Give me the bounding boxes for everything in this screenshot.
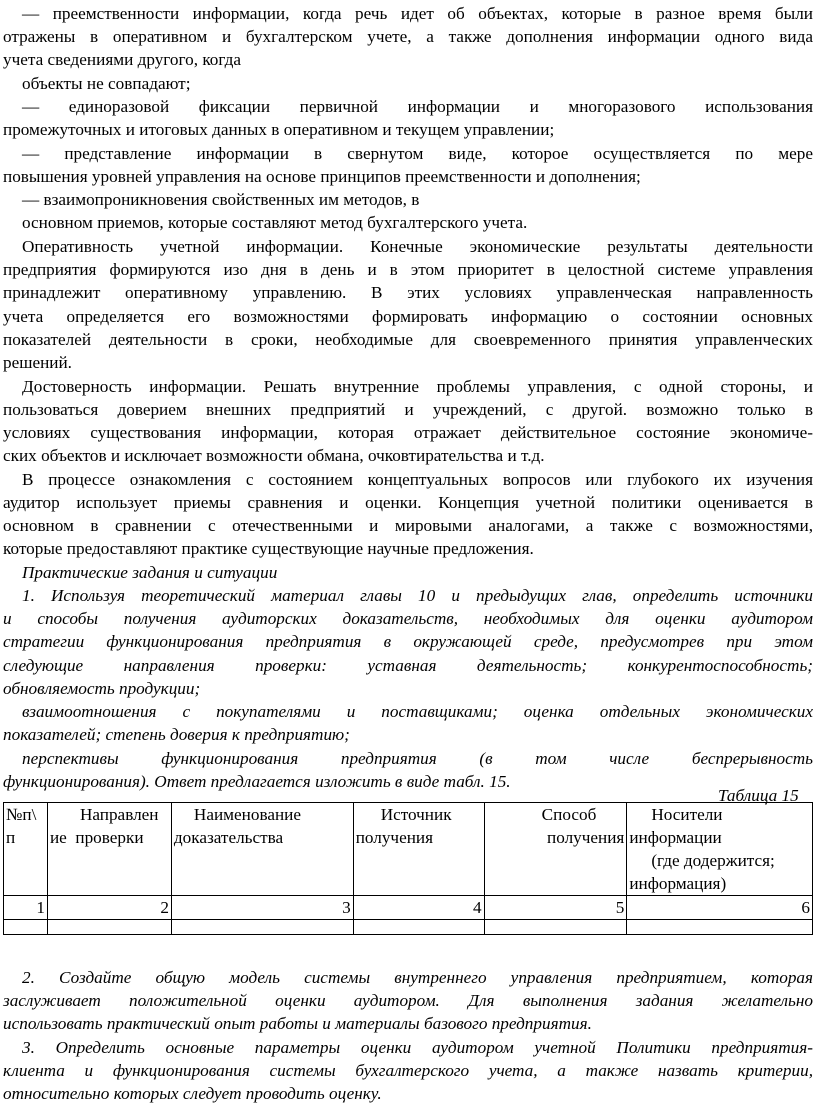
table-cell bbox=[47, 920, 171, 935]
table-cell bbox=[484, 920, 627, 935]
body-text-line: повышения уровней управления на основе принципов преемственности и дополнения; bbox=[3, 167, 641, 186]
task-text-line: использовать практический опыт работы и материалы базового предприятия. bbox=[3, 1014, 592, 1033]
table-number-row bbox=[4, 896, 813, 920]
task-text-line: функционирования). Ответ предлагается изложить в виде табл. 15. bbox=[3, 772, 511, 791]
task-text-line: следующие направления проверки: уставная деятельность; конкурентоспособность; bbox=[3, 656, 813, 675]
task-text-line: перспективы функционирования предприятия (в том числе беспрерывность bbox=[22, 749, 813, 768]
body-text-line: основном в сравнении с отечественными и мировыми аналогами, а также с возможностями, bbox=[3, 516, 813, 535]
body-text-line: учета определяется его возможностями формировать информацию о состоянии основных bbox=[3, 307, 813, 326]
body-text-line: — представление информации в свернутом виде, которое осуществляется по мере bbox=[22, 144, 813, 163]
body-text-line: условиях существования информации, которая отражает действительное состояние экономиче- bbox=[3, 423, 813, 442]
header-cell-method: Способ получения bbox=[484, 803, 627, 896]
table-cell bbox=[4, 920, 48, 935]
table-cell bbox=[171, 920, 353, 935]
body-text-line: пользоваться доверием внешних предприятий и учреждений, с другой. возможно только в bbox=[3, 400, 813, 419]
body-text-line: отражены в оперативном и бухгалтерском учете, а также дополнения информации одного вида bbox=[3, 27, 813, 46]
task-text-line: показателей; степень доверия к предприятию; bbox=[3, 725, 350, 744]
table-cell: 4 bbox=[353, 896, 484, 920]
task-text-line: 3. Определить основные параметры оценки аудитором учетной Политики предприятия- bbox=[22, 1038, 813, 1057]
body-text-line: — преемственности информации, когда речь идет об объектах, которые в разное время были bbox=[22, 4, 813, 23]
table-header-row bbox=[4, 803, 813, 896]
body-text-line: учета сведениями другого, когда bbox=[3, 50, 241, 69]
task-text-line: заслуживает положительной оценки аудитором. Для выполнения задания желательно bbox=[3, 991, 813, 1010]
header-cell-number: №п\ п bbox=[4, 803, 48, 896]
table-cell: 3 bbox=[171, 896, 353, 920]
table-cell bbox=[353, 920, 484, 935]
table-cell bbox=[627, 920, 813, 935]
header-cell-carriers: Носители информации (где додержится; информация) bbox=[627, 803, 813, 896]
header-cell-source: Источник получения bbox=[353, 803, 484, 896]
body-text-line: объекты не совпадают; bbox=[22, 74, 191, 93]
task-text-line: Таблица 15 bbox=[718, 786, 799, 805]
body-text-line: — взаимопроникновения свойственных им методов, в bbox=[22, 190, 420, 209]
body-text-line: которые предоставляют практике существующие научные предложения. bbox=[3, 539, 534, 558]
body-text-line: Достоверность информации. Решать внутренние проблемы управления, с одной стороны, и bbox=[22, 377, 813, 396]
task-text-line: 1. Используя теоретический материал главы 10 и предыдущих глав, определить источники bbox=[22, 586, 813, 605]
body-text-line: решений. bbox=[3, 353, 72, 372]
body-text-line: предприятия формируются изо дня в день и в этом приоритет в целостной системе управления bbox=[3, 260, 813, 279]
table-cell: 1 bbox=[4, 896, 48, 920]
body-text-line: В процессе ознакомления с состоянием концептуальных вопросов или глубокого их изучения bbox=[22, 470, 813, 489]
body-text-line: ских объектов и исключает возможности обмана, очковтирательства и т.д. bbox=[3, 446, 545, 465]
table-cell: 5 bbox=[484, 896, 627, 920]
table-15 bbox=[3, 802, 813, 935]
table-cell: 6 bbox=[627, 896, 813, 920]
body-text-line: принадлежит оперативному управлению. В этих условиях управленческая направленность bbox=[3, 283, 813, 302]
body-text-line: аудитор использует приемы сравнения и оценки. Концепция учетной политики оценивается в bbox=[3, 493, 813, 512]
table-empty-row bbox=[4, 920, 813, 935]
header-cell-direction: Направлен ие проверки bbox=[47, 803, 171, 896]
body-text-line: основном приемов, которые составляют метод бухгалтерского учета. bbox=[22, 213, 528, 232]
task-text-line: относительно которых следует проводить оценку. bbox=[3, 1084, 382, 1103]
body-text-line: — единоразовой фиксации первичной информации и многоразового использования bbox=[22, 97, 813, 116]
task-text-line: стратегии функционирования предприятия в окружающей среде, предусмотрев при этом bbox=[3, 632, 813, 651]
task-text-line: клиента и функционирования системы бухгалтерского учета, а также назвать критерии, bbox=[3, 1061, 813, 1080]
body-text-line: Оперативность учетной информации. Конечные экономические результаты деятельности bbox=[22, 237, 813, 256]
table-cell: 2 bbox=[47, 896, 171, 920]
task-text-line: 2. Создайте общую модель системы внутреннего управления предприятием, которая bbox=[22, 968, 813, 987]
header-cell-evidence-name: Наименование доказательства bbox=[171, 803, 353, 896]
body-text-line: промежуточных и итоговых данных в оперативном и текущем управлении; bbox=[3, 120, 555, 139]
body-text-line: показателей деятельности в сроки, необходимые для своевременного принятия управленческих bbox=[3, 330, 813, 349]
task-text-line: обновляемость продукции; bbox=[3, 679, 201, 698]
task-text-line: и способы получения аудиторских доказательств, необходимых для оценки аудитором bbox=[3, 609, 813, 628]
task-text-line: Практические задания и ситуации bbox=[22, 563, 278, 582]
task-text-line: взаимоотношения с покупателями и поставщиками; оценка отдельных экономических bbox=[22, 702, 813, 721]
